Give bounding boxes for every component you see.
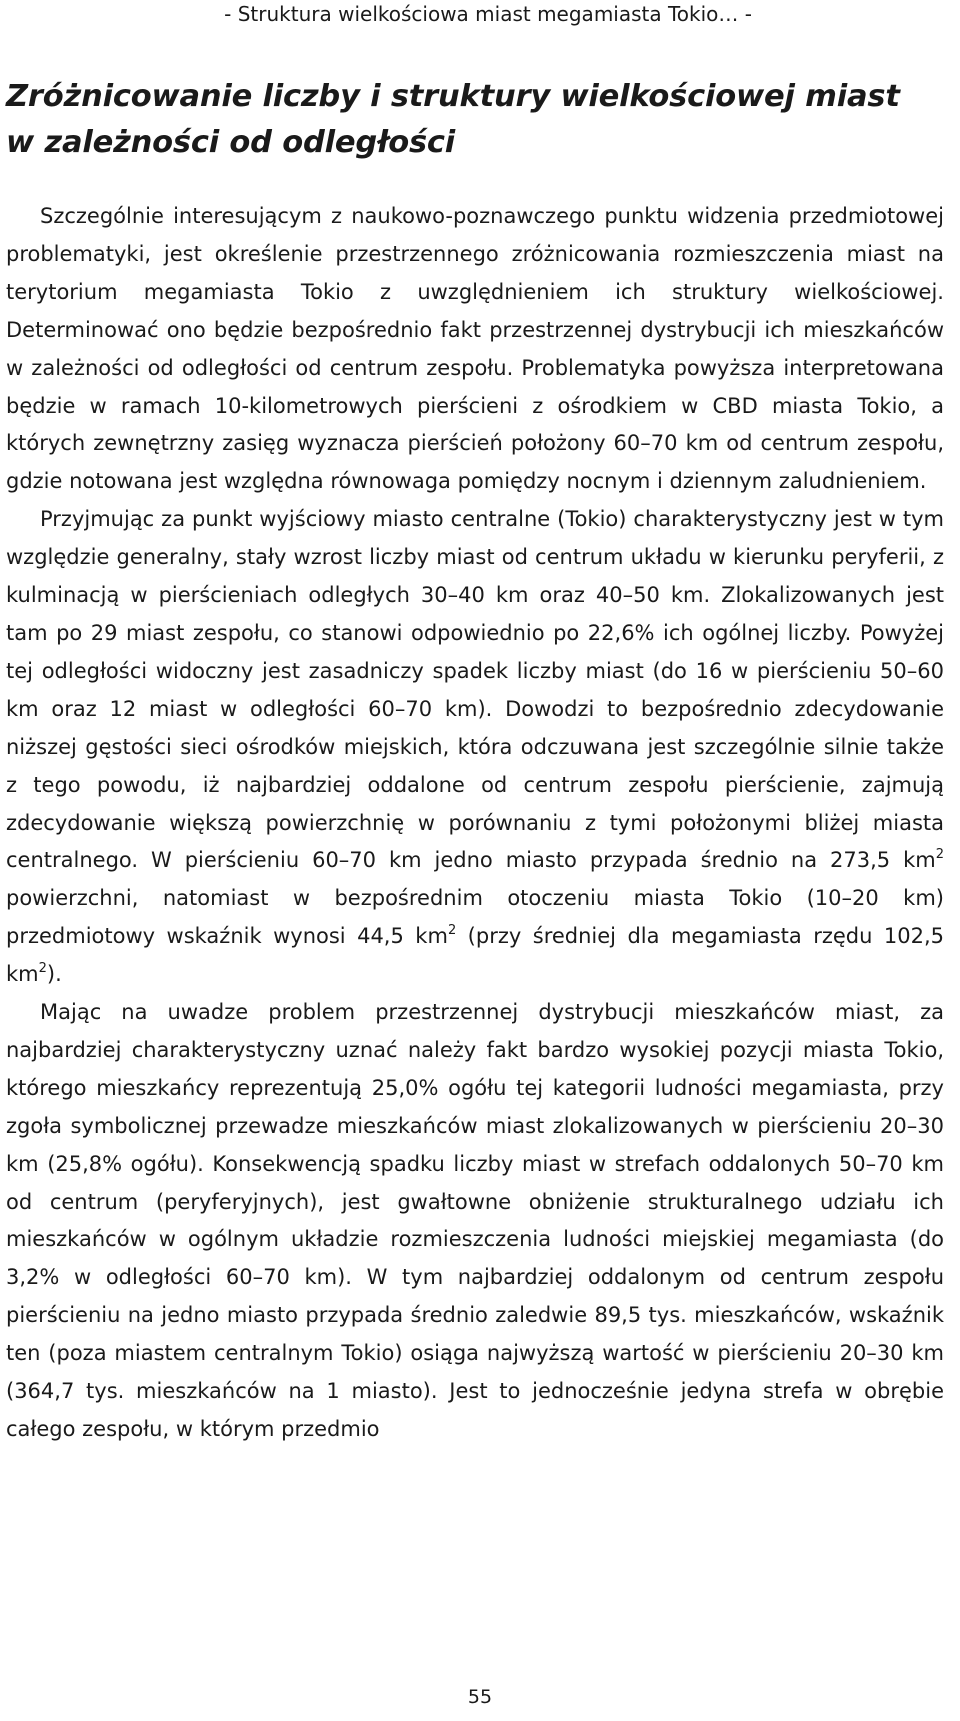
section-heading-line-2: w zależności od odległości [6, 125, 456, 160]
running-header: - Struktura wielkościowa miast megamiasta Tokio… - [224, 2, 752, 26]
paragraph-2-part-a: Przyjmując za punkt wyjściowy miasto centralne (Tokio) charakterystyczny jest w tym względzie generalny, stały wzrost liczby miast od centrum układu w kierunku peryferii, z kulminacją w pierścieniach odległych 30–40 km oraz 40–50 km. Zlokalizowanych jest tam po 29 miast zespołu, co stanowi odpowiednio po 22,6% ich ogólnej liczby. Powyżej tej odległości widoczny jest zasadniczy spadek liczby miast (do 16 w pierścieniu 50–60 km oraz 12 miast w odległości 60–70 km). Dowodzi to bezpośrednio zdecydowanie niższej gęstości sieci ośrodków miejskich, która odczuwana jest szczególnie silnie także z tego powodu, iż najbardziej oddalone od centrum zespołu pierścienie, zajmują zdecydowanie większą powierzchnię w porównaniu z tymi położonymi bliżej miasta centralnego. W pierścieniu 60–70 km jedno miasto przypada średnio na 273,5 km [6, 507, 944, 873]
section-heading-line-1: Zróżnicowanie liczby i struktury wielkościowej miast [6, 79, 900, 114]
paragraph-2-part-c: (przy średniej dla megamiasta rzędu 102,5 km [6, 924, 945, 987]
paragraph-2-part-d: ). [46, 962, 62, 987]
body-text [6, 198, 944, 1449]
page-number: 55 [467, 1686, 493, 1708]
paragraph-2 [6, 501, 944, 994]
superscript-squared: 2 [38, 961, 47, 977]
paragraph-2-part-b: powierzchni, natomiast w bezpośrednim otoczeniu miasta Tokio (10–20 km) przedmiotowy wskaźnik wynosi 44,5 km [6, 886, 944, 949]
paragraph-3: Mając na uwadze problem przestrzennej dystrybucji mieszkańców miast, za najbardziej charakterystyczny uznać należy fakt bardzo wysokiej pozycji miasta Tokio, którego mieszkańcy reprezentują 25,0% ogółu tej kategorii ludności megamiasta, przy zgoła symbolicznej przewadze mieszkańców miast zlokalizowanych w pierścieniu 20–30 km (25,8% ogółu). Konsekwencją spadku liczby miast w strefach oddalonych 50–70 km od centrum (peryferyjnych), jest gwałtowne obniżenie strukturalnego udziału ich mieszkańców w ogólnym układzie rozmieszczenia ludności miejskiej megamiasta (do 3,2% w odległości 60–70 km). W tym najbardziej oddalonym od centrum zespołu pierścieniu na jedno miasto przypada średnio zaledwie 89,5 tys. mieszkańców, wskaźnik ten (poza miastem centralnym Tokio) osiąga najwyższą wartość w pierścieniu 20–30 km (364,7 tys. mieszkańców na 1 miasto). Jest to jednocześnie jedyna strefa w obrębie całego zespołu, w którym przedmio [6, 1000, 944, 1441]
superscript-squared: 2 [935, 847, 944, 863]
superscript-squared: 2 [447, 923, 457, 939]
paragraph-1: Szczególnie interesującym z naukowo-poznawczego punktu widzenia przedmiotowej problematyki, jest określenie przestrzennego zróżnicowania rozmieszczenia miast na terytorium megamiasta Tokio z uwzględnieniem ich struktury wielkościowej. Determinować ono będzie bezpośrednio fakt przestrzennej dystrybucji ich mieszkańców w zależności od odległości od centrum zespołu. Problematyka powyższa interpretowana będzie w ramach 10-kilometrowych pierścieni z ośrodkiem w CBD miasta Tokio, a których zewnętrzny zasięg wyznacza pierścień położony 60–70 km od centrum zespołu, gdzie notowana jest względna równowaga pomiędzy nocnym i dziennym zaludnieniem. [6, 204, 944, 494]
section-heading [6, 74, 936, 166]
